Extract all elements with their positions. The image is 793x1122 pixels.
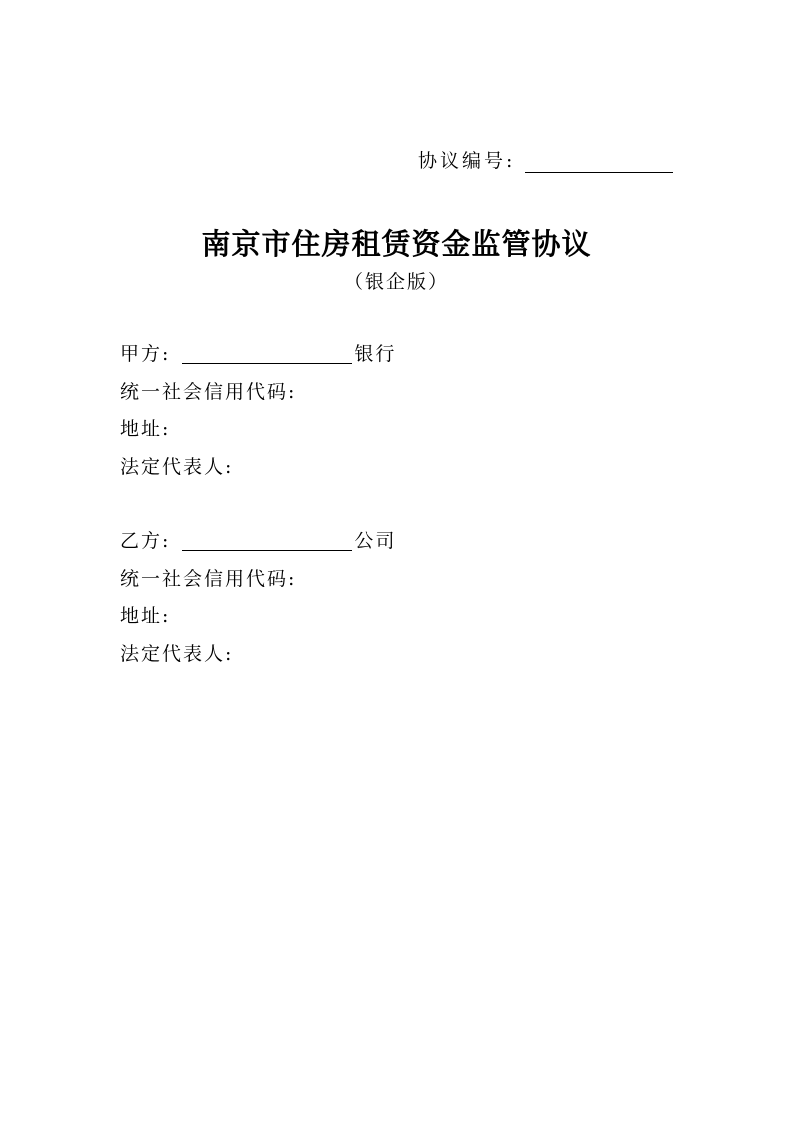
document-title: 南京市住房租赁资金监管协议 (201, 227, 592, 261)
party-a-credit-code: 统一社会信用代码: (120, 380, 297, 403)
document-subtitle: （银企版） (343, 271, 449, 293)
party-a-name-line (120, 336, 396, 374)
party-b-legal-representative: 法定代表人: (120, 642, 234, 665)
party-a-name-label: 甲方: (120, 343, 171, 365)
party-b-name-label: 乙方: (120, 530, 171, 552)
party-a-name-blank (182, 341, 352, 364)
party-b-name-blank (182, 528, 352, 551)
agreement-number-label: 协议编号: (418, 150, 516, 172)
party-b-section (120, 523, 396, 673)
agreement-number-blank (525, 152, 673, 173)
party-a-address: 地址: (120, 418, 171, 440)
party-a-legal-representative: 法定代表人: (120, 455, 234, 478)
party-b-name-suffix: 公司 (354, 530, 397, 552)
party-a-name-suffix: 银行 (354, 343, 397, 365)
party-b-address: 地址: (120, 605, 171, 627)
party-a-section (120, 336, 396, 486)
party-b-name-line (120, 523, 396, 561)
agreement-number (418, 146, 673, 173)
party-b-credit-code: 统一社会信用代码: (120, 567, 297, 590)
